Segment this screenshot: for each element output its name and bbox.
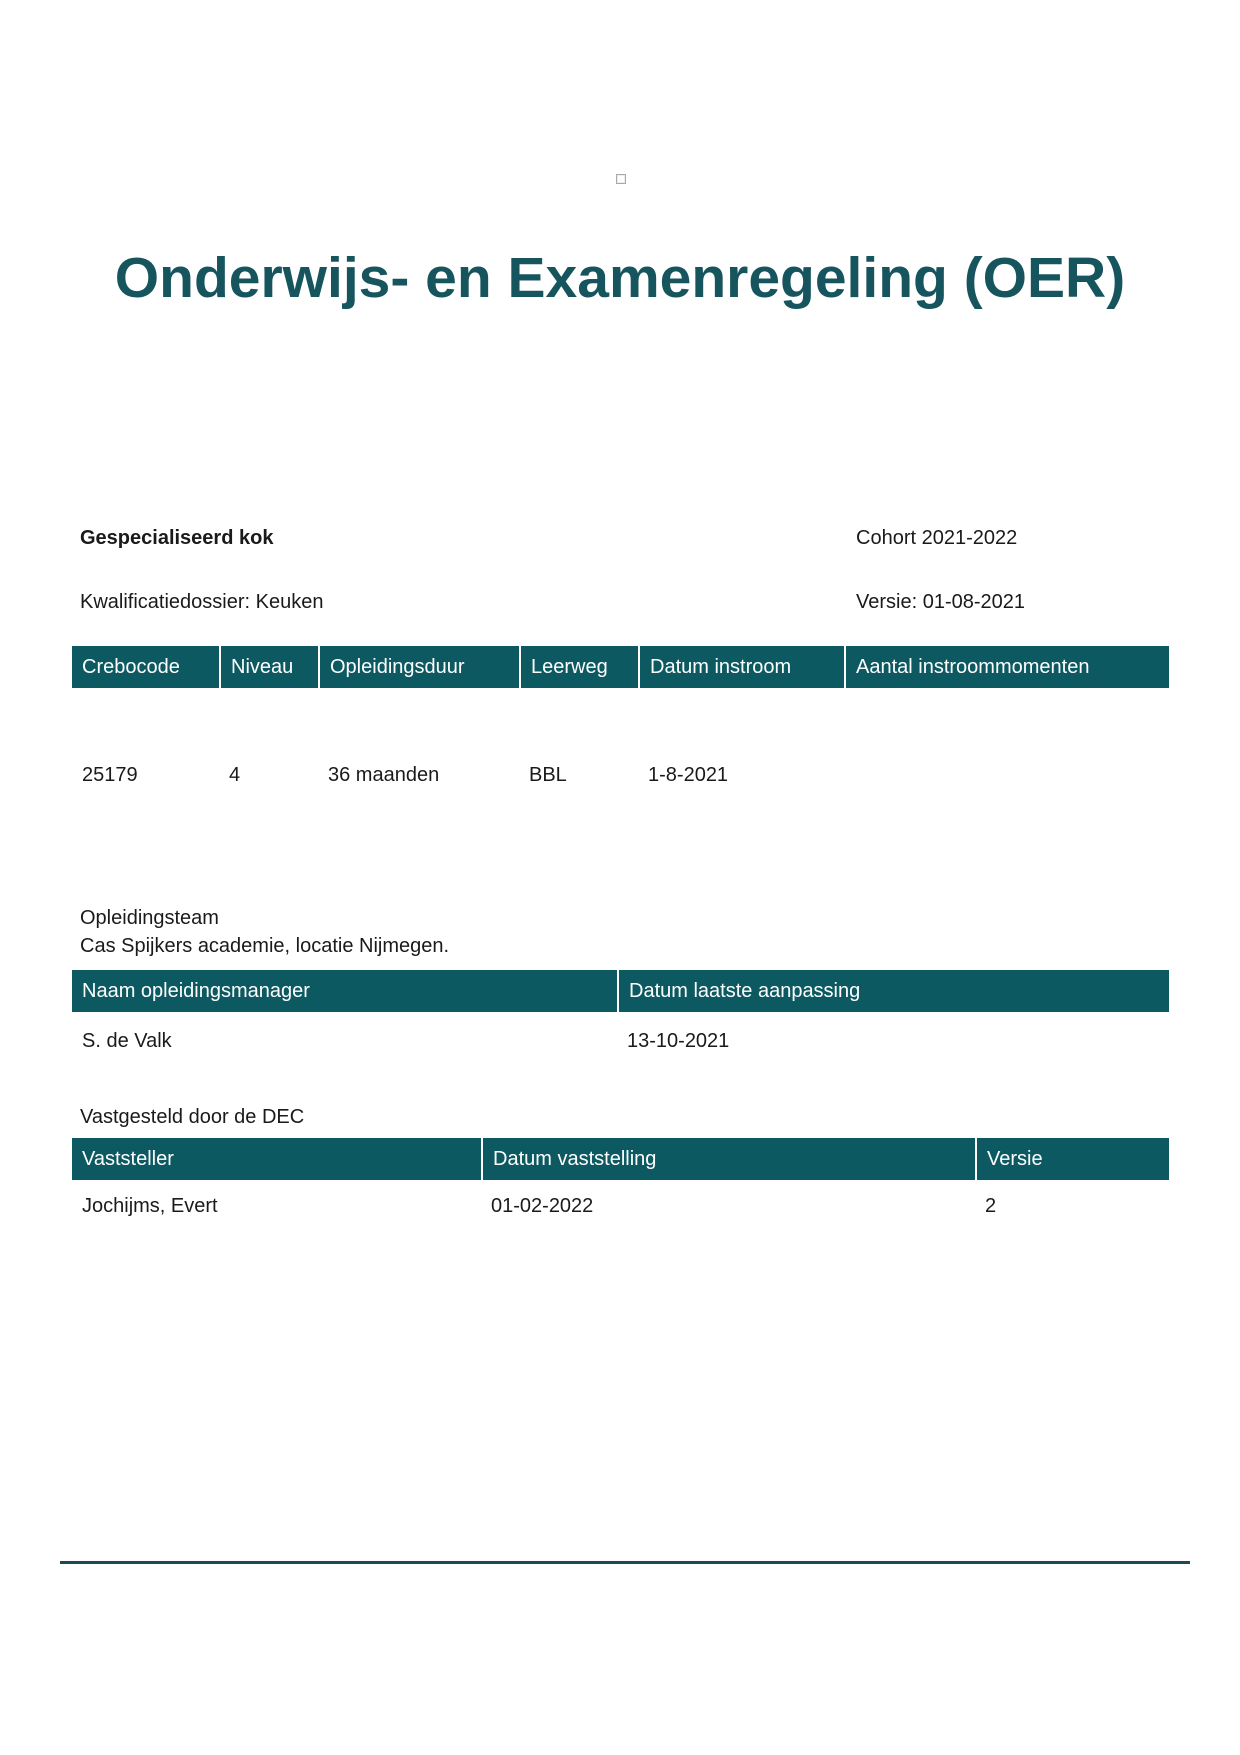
datum-instroom-value: 1-8-2021 xyxy=(648,764,729,786)
crebo-table-row xyxy=(72,760,1169,790)
program-name: Gespecialiseerd kok xyxy=(80,527,274,549)
vaststelling-table-header xyxy=(72,1138,1169,1180)
manager-table xyxy=(72,970,1169,1012)
datum-laatste-aanpassing-value: 13-10-2021 xyxy=(627,1030,730,1052)
column-header-leerweg: Leerweg xyxy=(519,646,638,688)
column-header-datum-instroom: Datum instroom xyxy=(638,646,844,688)
vaststelling-table-row xyxy=(72,1191,1169,1221)
vaststeller-value: Jochijms, Evert xyxy=(82,1195,218,1217)
column-header-vaststeller: Vaststeller xyxy=(72,1138,481,1180)
opleidingsteam-label: Opleidingsteam xyxy=(80,907,219,929)
datum-vaststelling-value: 01-02-2022 xyxy=(491,1195,594,1217)
opleidingsduur-value: 36 maanden xyxy=(328,764,440,786)
column-header-niveau: Niveau xyxy=(219,646,318,688)
column-header-aantal-instroommomenten: Aantal instroommomenten xyxy=(844,646,1169,688)
aantal-instroommomenten-value xyxy=(844,760,1169,790)
versie-value: 2 xyxy=(985,1195,997,1217)
opleidingsteam-value: Cas Spijkers academie, locatie Nijmegen. xyxy=(80,935,450,957)
column-header-naam-opleidingsmanager: Naam opleidingsmanager xyxy=(72,970,617,1012)
crebo-table xyxy=(72,646,1169,688)
leerweg-value: BBL xyxy=(529,764,567,786)
niveau-value: 4 xyxy=(229,764,241,786)
dossier-info-row xyxy=(80,590,1170,614)
column-header-datum-laatste-aanpassing: Datum laatste aanpassing xyxy=(617,970,1169,1012)
column-header-datum-vaststelling: Datum vaststelling xyxy=(481,1138,975,1180)
column-header-opleidingsduur: Opleidingsduur xyxy=(318,646,519,688)
crebo-table-header xyxy=(72,646,1169,688)
crebocode-value: 25179 xyxy=(82,764,138,786)
image-placeholder-icon xyxy=(616,174,626,184)
column-header-crebocode: Crebocode xyxy=(72,646,219,688)
page-title: Onderwijs- en Examenregeling (OER) xyxy=(114,246,1126,310)
vaststelling-table xyxy=(72,1138,1169,1180)
versie-label: Versie: 01-08-2021 xyxy=(856,591,1026,613)
vastgesteld-label: Vastgesteld door de DEC xyxy=(80,1106,305,1128)
manager-table-row xyxy=(72,1026,1169,1056)
program-info-row xyxy=(80,526,1170,550)
manager-table-header xyxy=(72,970,1169,1012)
column-header-versie: Versie xyxy=(975,1138,1169,1180)
kwalificatiedossier-label: Kwalificatiedossier: Keuken xyxy=(80,591,324,613)
footer-divider xyxy=(60,1561,1190,1564)
opleidingsteam-block xyxy=(80,904,449,960)
opleidingsmanager-value: S. de Valk xyxy=(82,1030,172,1052)
cohort-label: Cohort 2021-2022 xyxy=(856,527,1018,549)
